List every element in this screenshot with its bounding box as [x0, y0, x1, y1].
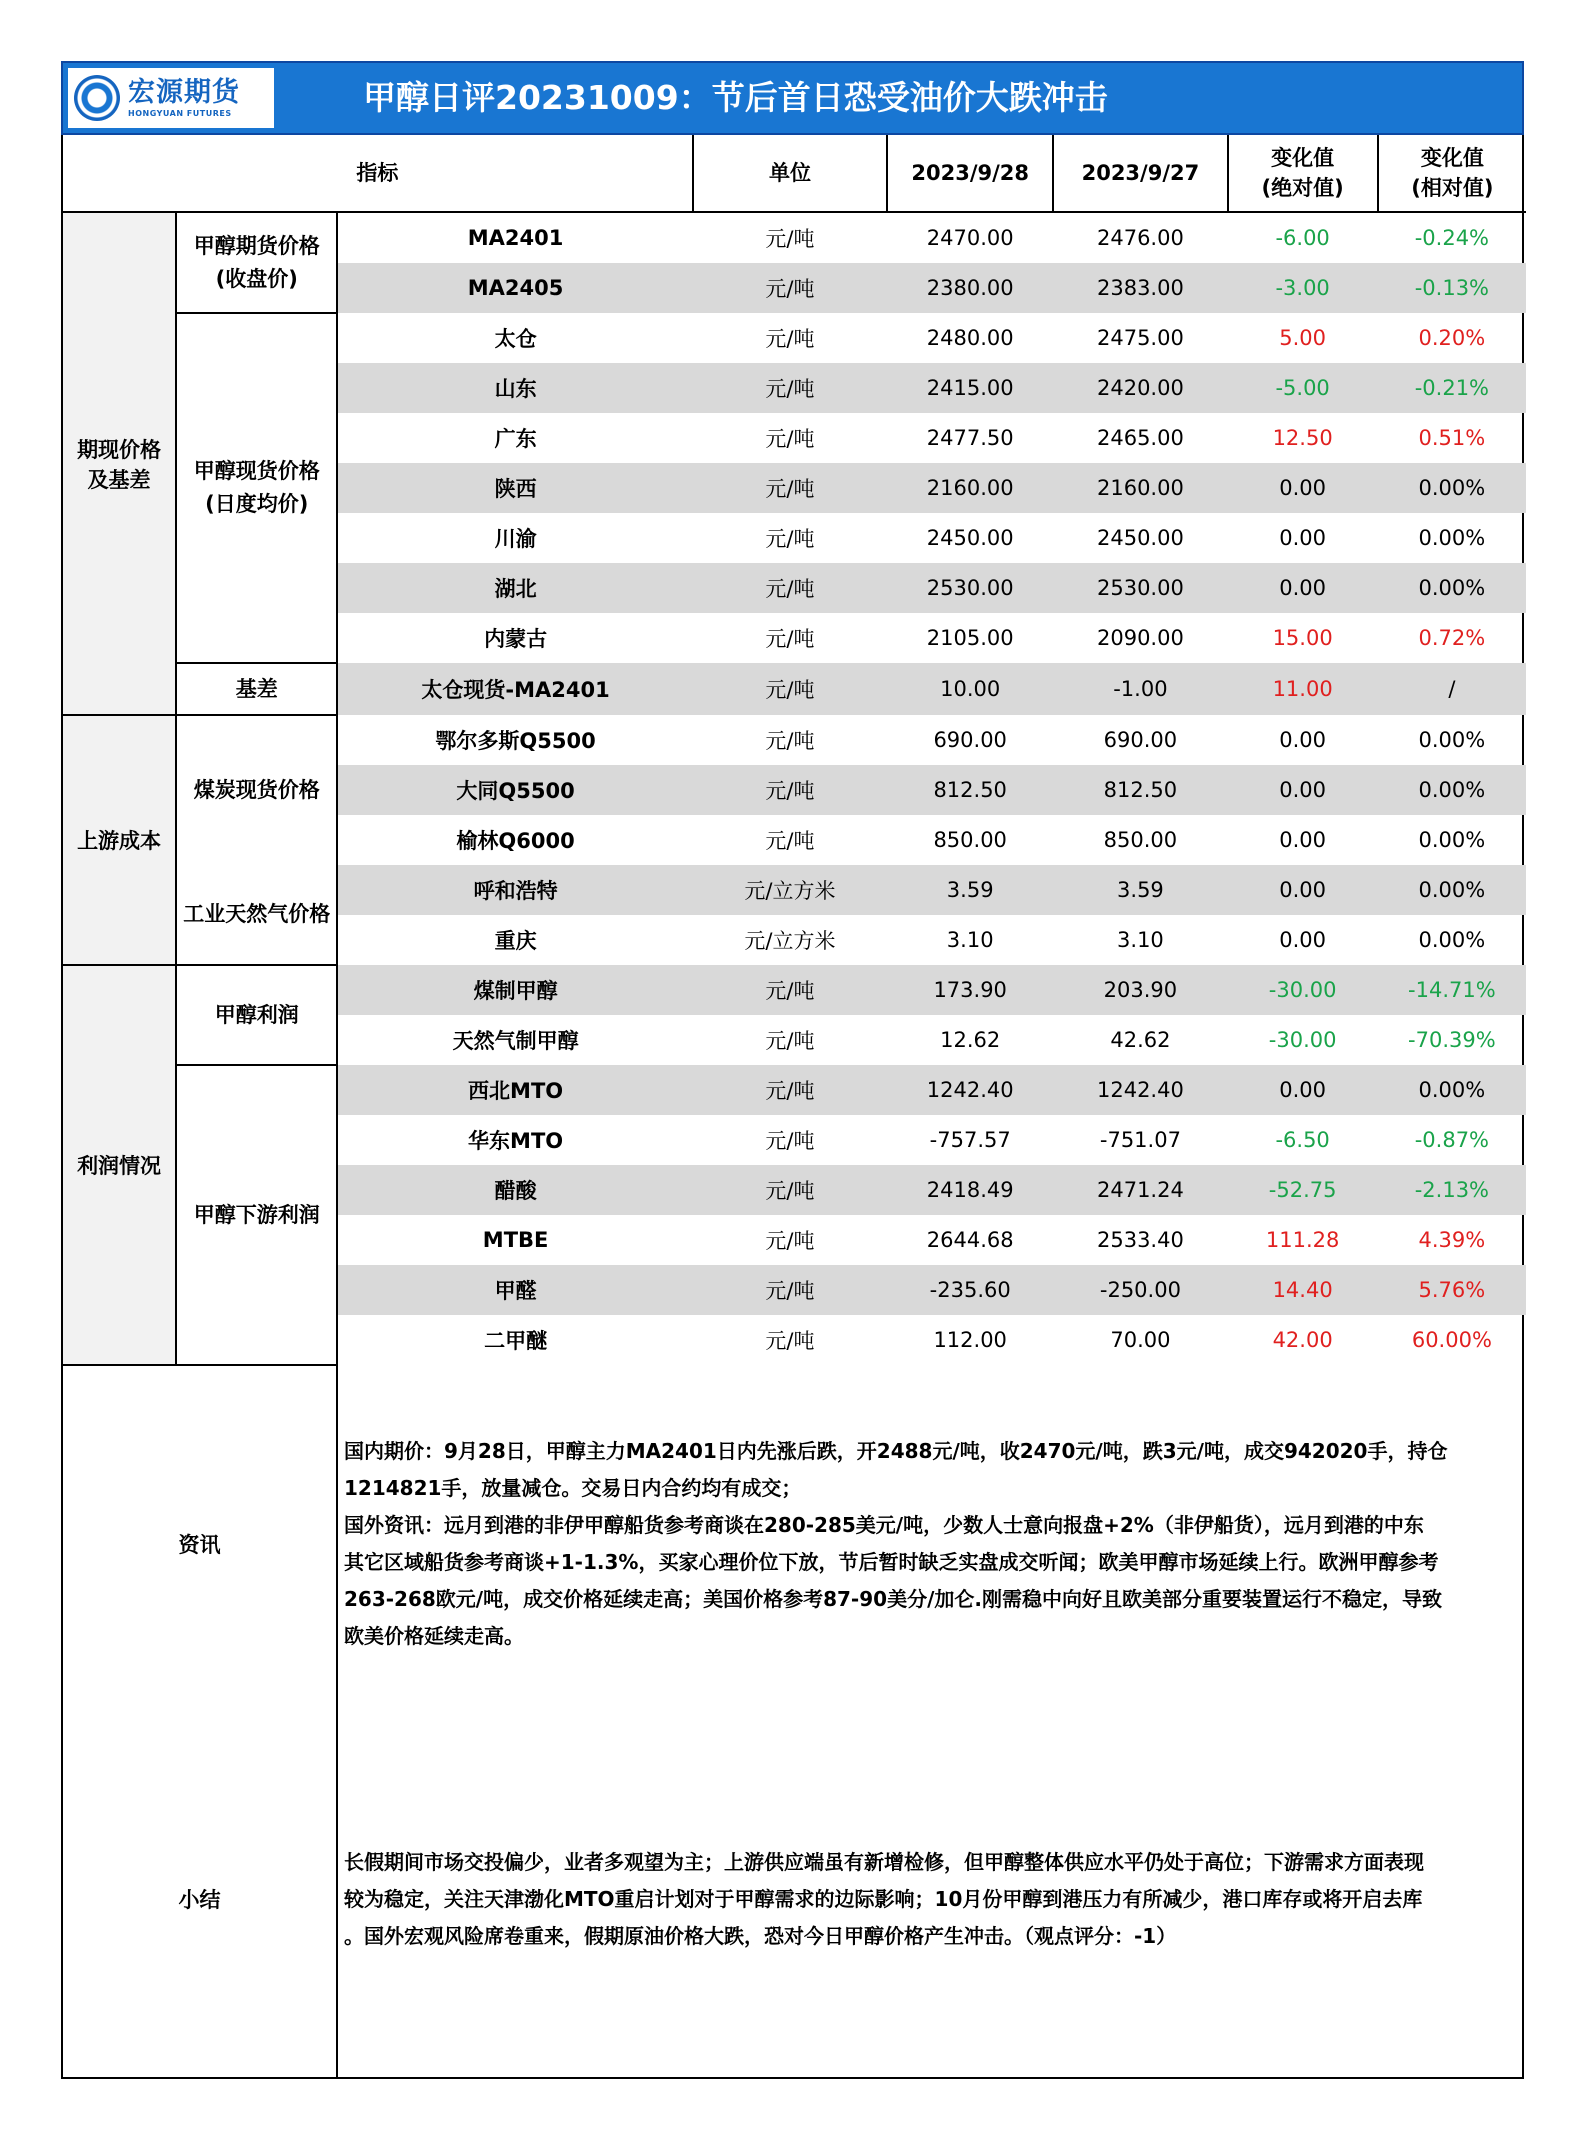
row-rel-change: 0.20%: [1418, 326, 1486, 350]
row-value-date2: 2090.00: [1096, 626, 1184, 650]
data-table-wrap: [61, 135, 1524, 2079]
row-abs-change: 15.00: [1272, 626, 1333, 650]
row-unit: 元/吨: [693, 1265, 887, 1315]
row-unit: 元/吨: [693, 663, 887, 715]
row-value-date2: 2476.00: [1096, 226, 1184, 250]
row-value-date2: 690.00: [1103, 728, 1178, 752]
row-abs-change: 0.00: [1228, 765, 1378, 815]
row-unit: 元/吨: [693, 563, 887, 613]
table-row: [63, 313, 1526, 363]
row-rel-change: 0.51%: [1418, 426, 1486, 450]
subgroup-label-coal: 煤炭现货价格: [176, 715, 337, 865]
table-row: [63, 212, 1526, 263]
row-value-date1: 3.59: [887, 865, 1053, 915]
row-abs-change: -6.50: [1275, 1128, 1330, 1152]
row-value-date2: 2383.00: [1053, 263, 1227, 313]
row-rel-change: 0.72%: [1418, 626, 1486, 650]
row-rel-change: 5.76%: [1378, 1265, 1526, 1315]
row-rel-change: -0.24%: [1414, 226, 1490, 250]
row-value-date1: 12.62: [940, 1028, 1001, 1052]
row-value-date1: 2380.00: [887, 263, 1053, 313]
row-name: 榆林Q6000: [456, 829, 575, 853]
row-unit: 元/吨: [765, 227, 815, 251]
col-header-date2: 2023/9/27: [1053, 135, 1227, 212]
row-abs-change: -5.00: [1228, 363, 1378, 413]
row-value-date2: 2160.00: [1053, 463, 1227, 513]
row-name: 华东MTO: [468, 1129, 564, 1153]
summary-content: 长假期间市场交投偏少，业者多观望为主；上游供应端虽有新增检修，但甲醇整体供应水平仍处于高位；下游需求方面表现 较为稳定，关注天津渤化MTO重启计划对于甲醇需求的边际影响；10月份甲醇到港压力有所减少，港口库存或将开启去库 。国外宏观风险席卷重来，假期原油价格大跌，恐对今日甲醇价格产生冲击。（观点评分：-1）: [344, 1849, 1424, 1948]
row-rel-change: -14.71%: [1378, 965, 1526, 1015]
row-unit: 元/吨: [765, 829, 815, 853]
row-value-date2: 850.00: [1103, 828, 1178, 852]
row-value-date2: -250.00: [1053, 1265, 1227, 1315]
row-value-date2: 3.59: [1053, 865, 1227, 915]
row-value-date2: 70.00: [1110, 1328, 1171, 1352]
logo-name: 宏源期货: [128, 76, 240, 108]
subgroup-label-gas: 工业天然气价格: [176, 865, 337, 965]
report-sheet: [61, 61, 1524, 2079]
row-name: MA2405: [337, 263, 692, 313]
row-value-date1: 2450.00: [926, 526, 1014, 550]
row-abs-change: 0.00: [1279, 828, 1327, 852]
page-title: 甲醇日评20231009：节后首日恐受油价大跌冲击: [363, 78, 1108, 117]
table-row: [63, 715, 1526, 765]
row-abs-change: -3.00: [1228, 263, 1378, 313]
row-rel-change: 0.00%: [1378, 865, 1526, 915]
row-value-date2: 812.50: [1053, 765, 1227, 815]
row-unit: 元/吨: [765, 1229, 815, 1253]
subgroup-label-methanol_profit: 甲醇利润: [176, 965, 337, 1065]
row-unit: 元/吨: [693, 463, 887, 513]
row-value-date1: 2470.00: [926, 226, 1014, 250]
row-rel-change: 4.39%: [1418, 1228, 1486, 1252]
row-rel-change: -2.13%: [1378, 1165, 1526, 1215]
row-unit: 元/吨: [693, 363, 887, 413]
row-abs-change: 0.00: [1228, 463, 1378, 513]
row-value-date1: 10.00: [887, 663, 1053, 715]
row-name: 鄂尔多斯Q5500: [435, 729, 596, 753]
row-name: 太仓现货-MA2401: [337, 663, 692, 715]
row-unit: 元/吨: [693, 1065, 887, 1115]
row-unit: 元/吨: [765, 527, 815, 551]
col-header-abs-change: 变化值 (绝对值): [1228, 135, 1378, 212]
row-value-date1: 173.90: [887, 965, 1053, 1015]
row-unit: 元/吨: [693, 263, 887, 313]
row-value-date2: 2530.00: [1053, 563, 1227, 613]
table-row: [63, 1065, 1526, 1115]
row-value-date1: 2415.00: [887, 363, 1053, 413]
row-value-date1: 2644.68: [926, 1228, 1014, 1252]
row-unit: 元/吨: [765, 427, 815, 451]
row-rel-change: 0.00%: [1418, 526, 1486, 550]
table-row: [63, 663, 1526, 715]
row-value-date2: 2533.40: [1096, 1228, 1184, 1252]
row-unit: 元/吨: [765, 1329, 815, 1353]
row-name: 川渝: [494, 527, 537, 551]
row-value-date2: 2465.00: [1096, 426, 1184, 450]
row-name: 天然气制甲醇: [452, 1029, 579, 1053]
row-name: 二甲醚: [484, 1329, 548, 1353]
row-value-date1: 112.00: [933, 1328, 1007, 1352]
row-abs-change: 14.40: [1228, 1265, 1378, 1315]
row-name: 醋酸: [337, 1165, 692, 1215]
logo-icon: [74, 75, 120, 121]
row-rel-change: 0.00%: [1418, 928, 1486, 952]
row-abs-change: -30.00: [1268, 1028, 1337, 1052]
logo-name-en: HONGYUAN FUTURES: [128, 108, 232, 118]
row-unit: 元/立方米: [693, 865, 887, 915]
subgroup-label-futures: 甲醇期货价格 (收盘价): [176, 212, 337, 313]
row-name: 广东: [494, 427, 537, 451]
col-header-date1: 2023/9/28: [887, 135, 1053, 212]
row-unit: 元/吨: [693, 1165, 887, 1215]
row-rel-change: -0.87%: [1414, 1128, 1490, 1152]
row-value-date1: 2160.00: [887, 463, 1053, 513]
row-value-date1: 2477.50: [926, 426, 1014, 450]
row-name: MA2401: [467, 226, 564, 250]
row-abs-change: 12.50: [1272, 426, 1333, 450]
row-value-date1: 2480.00: [926, 326, 1014, 350]
news-label: 资讯: [63, 1366, 337, 1721]
row-value-date1: -757.57: [929, 1128, 1011, 1152]
row-abs-change: 0.00: [1228, 865, 1378, 915]
row-name: 内蒙古: [484, 627, 548, 651]
row-name: 湖北: [337, 563, 692, 613]
row-value-date2: 2471.24: [1053, 1165, 1227, 1215]
row-value-date1: 3.10: [946, 928, 994, 952]
row-abs-change: 42.00: [1272, 1328, 1333, 1352]
row-abs-change: 0.00: [1228, 563, 1378, 613]
row-abs-change: -30.00: [1228, 965, 1378, 1015]
row-rel-change: 0.00%: [1378, 1065, 1526, 1115]
row-value-date2: 3.10: [1117, 928, 1164, 952]
row-name: 山东: [337, 363, 692, 413]
summary-row: [63, 1721, 1526, 2077]
row-name: 煤制甲醇: [337, 965, 692, 1015]
row-abs-change: 111.28: [1265, 1228, 1340, 1252]
table-row: [63, 965, 1526, 1015]
info-table: [63, 1366, 1526, 2077]
row-rel-change: 60.00%: [1411, 1328, 1492, 1352]
group-label-price: 期现价格 及基差: [63, 212, 176, 715]
row-value-date1: 2105.00: [926, 626, 1014, 650]
report-header: [61, 61, 1524, 135]
row-abs-change: 0.00: [1228, 1065, 1378, 1115]
row-value-date1: 812.50: [887, 765, 1053, 815]
row-value-date2: 2420.00: [1053, 363, 1227, 413]
table-header-row: [63, 135, 1526, 212]
row-rel-change: -0.13%: [1378, 263, 1526, 313]
row-rel-change: -70.39%: [1408, 1028, 1496, 1052]
row-value-date2: 2475.00: [1096, 326, 1184, 350]
row-unit: 元/吨: [765, 1129, 815, 1153]
group-label-profit: 利润情况: [63, 965, 176, 1365]
row-value-date1: 850.00: [933, 828, 1007, 852]
row-rel-change: 0.00%: [1418, 828, 1486, 852]
row-abs-change: -6.00: [1275, 226, 1330, 250]
row-unit: 元/吨: [765, 627, 815, 651]
row-value-date2: 2450.00: [1096, 526, 1184, 550]
row-unit: 元/吨: [693, 765, 887, 815]
row-name: 太仓: [494, 327, 537, 351]
row-value-date1: -235.60: [887, 1265, 1053, 1315]
col-header-rel-change: 变化值 (相对值): [1378, 135, 1526, 212]
news-content: 国内期价：9月28日，甲醇主力MA2401日内先涨后跌，开2488元/吨，收2470元/吨，跌3元/吨，成交942020手，持仓 1214821手，放量减仓。交易日内合约均有成交； 国外资讯：远月到港的非伊甲醇船货参考商谈在280-285美元/吨，少数人士意向报盘+2%（非伊船货），远月到港的中东 其它区域船货参考商谈+1-1.3%，买家心理价位下放，节后暂时缺乏实盘成交听闻；欧美甲醇市场延续上行。欧洲甲醇参考 263-268欧元/吨，成交价格延续走高；美国价格参考87-90美分/加仑.刚需稳中向好且欧美部分重要装置运行不稳定，导致 欧美价格延续走高。: [344, 1438, 1448, 1648]
row-value-date2: 1242.40: [1053, 1065, 1227, 1115]
row-rel-change: 0.00%: [1378, 463, 1526, 513]
row-unit: 元/吨: [765, 327, 815, 351]
row-value-date1: 2418.49: [887, 1165, 1053, 1215]
row-value-date2: -751.07: [1099, 1128, 1181, 1152]
row-rel-change: 0.00%: [1378, 765, 1526, 815]
row-unit: 元/吨: [765, 1029, 815, 1053]
data-table: [63, 135, 1526, 1366]
row-abs-change: 0.00: [1279, 728, 1327, 752]
row-name: MTBE: [482, 1228, 549, 1252]
col-header-unit: 单位: [693, 135, 887, 212]
table-row: [63, 865, 1526, 915]
company-logo: [68, 68, 274, 128]
row-value-date2: 42.62: [1110, 1028, 1171, 1052]
row-value-date2: -1.00: [1053, 663, 1227, 715]
row-name: 甲醛: [337, 1265, 692, 1315]
row-name: 呼和浩特: [337, 865, 692, 915]
row-rel-change: /: [1378, 663, 1526, 715]
row-rel-change: 0.00%: [1418, 728, 1486, 752]
group-label-upstream: 上游成本: [63, 715, 176, 965]
row-abs-change: 0.00: [1279, 928, 1327, 952]
row-unit: 元/立方米: [744, 929, 836, 953]
row-rel-change: -0.21%: [1378, 363, 1526, 413]
row-name: 重庆: [494, 929, 537, 953]
news-row: [63, 1366, 1526, 1721]
subgroup-label-spot: 甲醇现货价格 (日度均价): [176, 313, 337, 663]
row-name: 西北MTO: [337, 1065, 692, 1115]
row-value-date1: 2530.00: [887, 563, 1053, 613]
row-value-date2: 203.90: [1053, 965, 1227, 1015]
row-unit: 元/吨: [693, 965, 887, 1015]
subgroup-label-basis: 基差: [176, 663, 337, 715]
row-abs-change: 11.00: [1228, 663, 1378, 715]
row-unit: 元/吨: [765, 729, 815, 753]
row-name: 大同Q5500: [337, 765, 692, 815]
row-abs-change: 0.00: [1279, 526, 1327, 550]
row-abs-change: 5.00: [1279, 326, 1327, 350]
subgroup-label-downstream_profit: 甲醇下游利润: [176, 1065, 337, 1365]
row-value-date1: 690.00: [933, 728, 1007, 752]
row-rel-change: 0.00%: [1378, 563, 1526, 613]
row-abs-change: -52.75: [1228, 1165, 1378, 1215]
summary-label: 小结: [63, 1721, 337, 2077]
row-value-date1: 1242.40: [887, 1065, 1053, 1115]
col-header-indicator: 指标: [63, 135, 693, 212]
row-name: 陕西: [337, 463, 692, 513]
